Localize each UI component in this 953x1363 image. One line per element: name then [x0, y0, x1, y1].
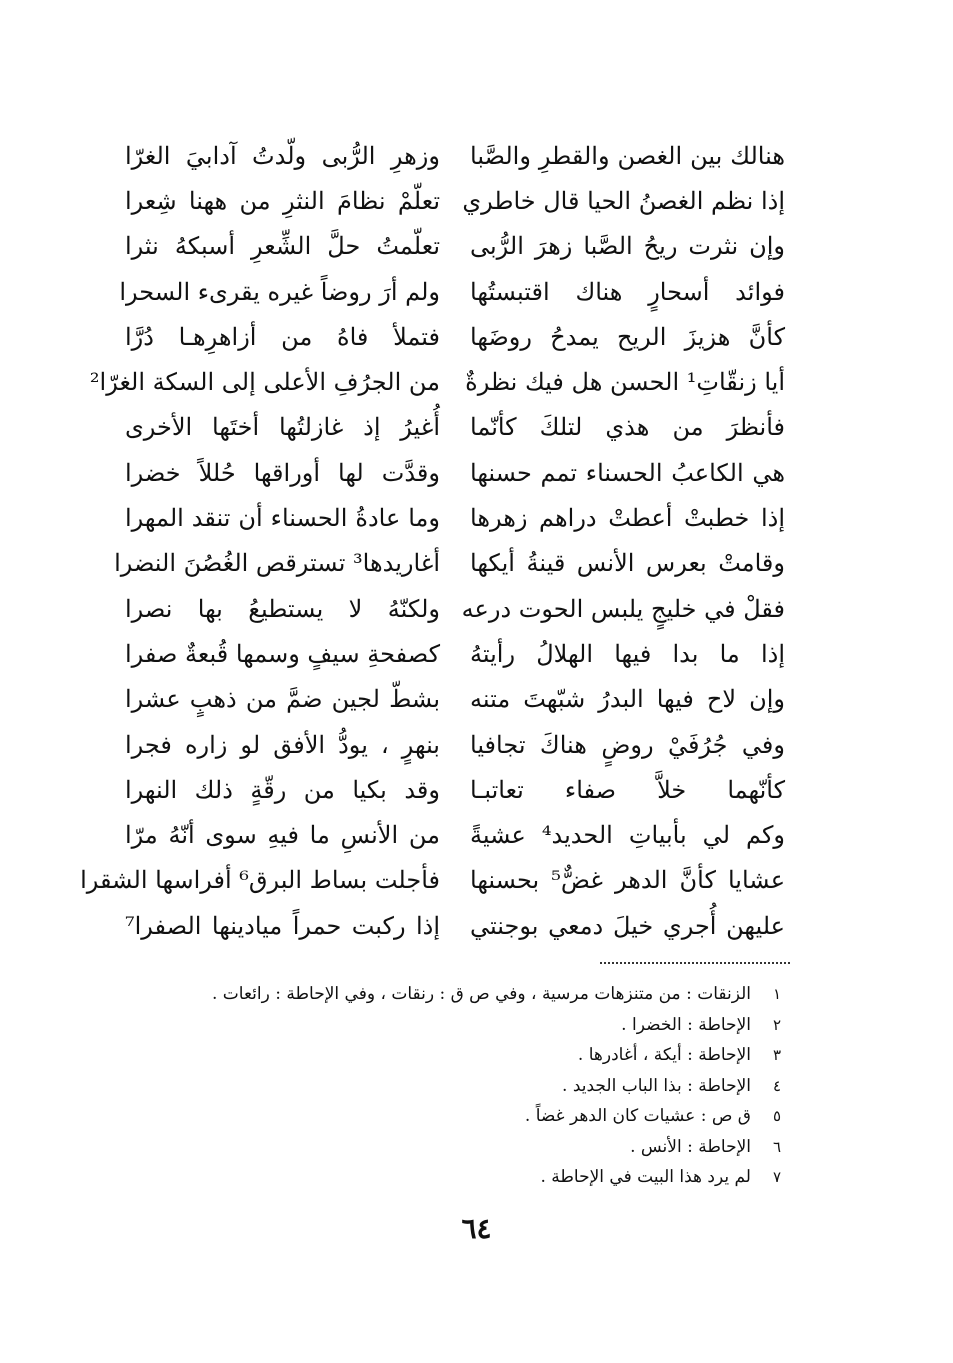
verse-line [125, 495, 785, 540]
verse-line [125, 722, 785, 767]
footnote-number: ٤ [772, 1076, 781, 1095]
footnote-text: ق ص : عشيات كان الدهر غضاً . [524, 1106, 751, 1126]
verse-line [125, 178, 785, 223]
footnote-item [161, 982, 781, 1013]
verse-second-hemistich: وزهرِ الرُّبى ولّدتُ آدابيَ الغرّا [125, 141, 440, 170]
verse-first-hemistich: فوائد أسحارٍ هناك اقتبستُها [470, 277, 785, 306]
verse-line [125, 450, 785, 495]
footnote-item [161, 1165, 781, 1196]
footnote-number: ٣ [772, 1046, 781, 1064]
verse-line [125, 314, 785, 359]
footnote-separator [600, 962, 790, 964]
verse-second-hemistich: كصفحةِ سيفٍ وسمها قُبعةٌ صفرا [125, 639, 440, 668]
verse-first-hemistich: وفي جُرُفَيْ روضٍ هناكَ تجافيا [470, 730, 785, 759]
verse-second-hemistich: من الأنسِ ما فيهِ سوى أنّهُ مرّا [125, 821, 440, 850]
footnote-text: الإحاطة : الأنس . [630, 1136, 751, 1157]
poem-body [80, 133, 786, 948]
verse-line [125, 133, 785, 178]
verse-second-hemistich: تعلّمتُ حلَّ الشِّعرِ أسبكهُ نثرا [125, 232, 440, 261]
verse-first-hemistich: هي الكاعبُ الحسناء تمم حسنها [470, 458, 785, 487]
verse-first-hemistich: وإن نثرت ريحُ الصَّبا زهرَ الرُّبى [470, 232, 785, 261]
footnote-number: ٥ [772, 1107, 781, 1125]
footnote-number: ٧ [772, 1168, 781, 1186]
footnote-text: لم يرد هذا البيت في الإحاطة . [540, 1167, 751, 1187]
footnote-item [161, 1074, 781, 1105]
verse-line [125, 767, 785, 812]
verse-first-hemistich: فأنظرَ من هذي لتلكَ كأنّما [470, 413, 785, 442]
verse-first-hemistich: عليهن أُجري خيلَ دمعي بوجنتي [470, 911, 785, 940]
verse-line [114, 541, 785, 586]
verse-line [125, 405, 785, 450]
verse-line [125, 631, 785, 676]
verse-first-hemistich: إذا خطبتْ أعطتْ دراهم زهرها [470, 504, 785, 533]
footnote-item [161, 1135, 781, 1166]
footnote-item [161, 1043, 781, 1074]
verse-first-hemistich: فقلْ في خليجٍ يلبس الحوت درعه [461, 594, 785, 623]
verse-first-hemistich: وإن لاح فيها البدرُ شبّهتَ متنه [470, 685, 785, 714]
verse-second-hemistich: بنهرٍ ، يودُّ الأفق لو زاره فجرا [125, 730, 440, 759]
footnote-text: الزنقات : من متنزهات مرسية ، وفي ص ق : رنقات ، وفي الإحاطة : رائعات . [211, 984, 751, 1004]
verse-line [80, 858, 786, 903]
footnote-number: ٢ [772, 1015, 781, 1034]
verse-first-hemistich: كأنَّ هزيزَ الريح يمدحُ روضَها [470, 322, 785, 351]
verse-line [125, 677, 785, 722]
verse-second-hemistich: وقد بكيا من رقّةٍ ذلك النهرا [125, 775, 440, 804]
verse-line [119, 269, 785, 314]
footnote-number: ٦ [772, 1137, 781, 1156]
verse-first-hemistich: عشايا كأنَّ الدهر غضٌّ⁵ بحسنها [470, 866, 786, 895]
verse-first-hemistich: أيا زنقّاتِ¹ الحسن هل فيك نظرةٌ [465, 368, 785, 397]
verse-first-hemistich: إذا ما بدا فيها الهلالُ رأيتهُ [470, 639, 785, 668]
verse-first-hemistich: كأنّهما خلاَّ صفاء تعاتبـا [470, 775, 785, 804]
verse-line [125, 586, 785, 631]
verse-second-hemistich: إذا ركبت حمراً ميادينها الصفرا⁷ [125, 911, 440, 940]
verse-first-hemistich: وقامتْ بعرس الأنس قينةُ أيكها [470, 549, 785, 578]
footnote-item [161, 1104, 781, 1135]
verse-first-hemistich: وكم لي بأبياتِ الحديد⁴ عشيةً [470, 821, 786, 850]
verse-second-hemistich: ولم أرَ روضاً غيره يقرىء السحرا [119, 277, 440, 306]
footnote-item [161, 1013, 781, 1044]
verse-line [125, 812, 785, 857]
verse-line [89, 359, 785, 404]
verse-second-hemistich: من الجرُفِ الأعلى إلى السكة الغرّا² [89, 368, 440, 397]
footnotes [161, 982, 781, 1196]
verse-first-hemistich: هنالك بين الغصن والقطرِ والصَّبا [470, 141, 785, 170]
footnote-text: الإحاطة : أيكة ، أغادرها . [577, 1045, 751, 1065]
verse-second-hemistich: فأجلت بساط البرق⁶ أفراسها الشقرا [80, 866, 440, 895]
footnote-text: الإحاطة : الخضرا . [621, 1014, 751, 1035]
verse-second-hemistich: أغاريدها³ تسترقص الغُصُنَ النضرا [114, 549, 440, 578]
verse-second-hemistich: ولكنّهُ لا يستطيعُ بها نصرا [125, 594, 440, 623]
verse-second-hemistich: تعلّمْ نظامَ النثرِ من ههنا شِعرا [125, 186, 440, 215]
verse-line [125, 224, 785, 269]
footnote-number: ١ [772, 985, 781, 1003]
verse-second-hemistich: فتملأ فاهُ من أزاهرِهـا دُرَّا [125, 322, 440, 351]
footnote-text: الإحاطة : بذا الباب الجديد . [562, 1075, 751, 1096]
verse-first-hemistich: إذا نظم الغصنُ الحيا قال خاطري [462, 186, 785, 215]
page-number: ٦٤ [461, 1212, 492, 1245]
verse-second-hemistich: وقدَّت لها أوراقها حُللاً خضرا [125, 458, 440, 487]
verse-line [125, 903, 785, 948]
verse-second-hemistich: وما عادةُ الحسناء أن تنقد المهرا [125, 504, 440, 533]
verse-second-hemistich: بشطّ لجين ضمَّ من ذهبٍ عشرا [125, 685, 440, 714]
verse-second-hemistich: أُغيرُ إذ غازلتُها أختَها الأخرى [125, 413, 440, 442]
